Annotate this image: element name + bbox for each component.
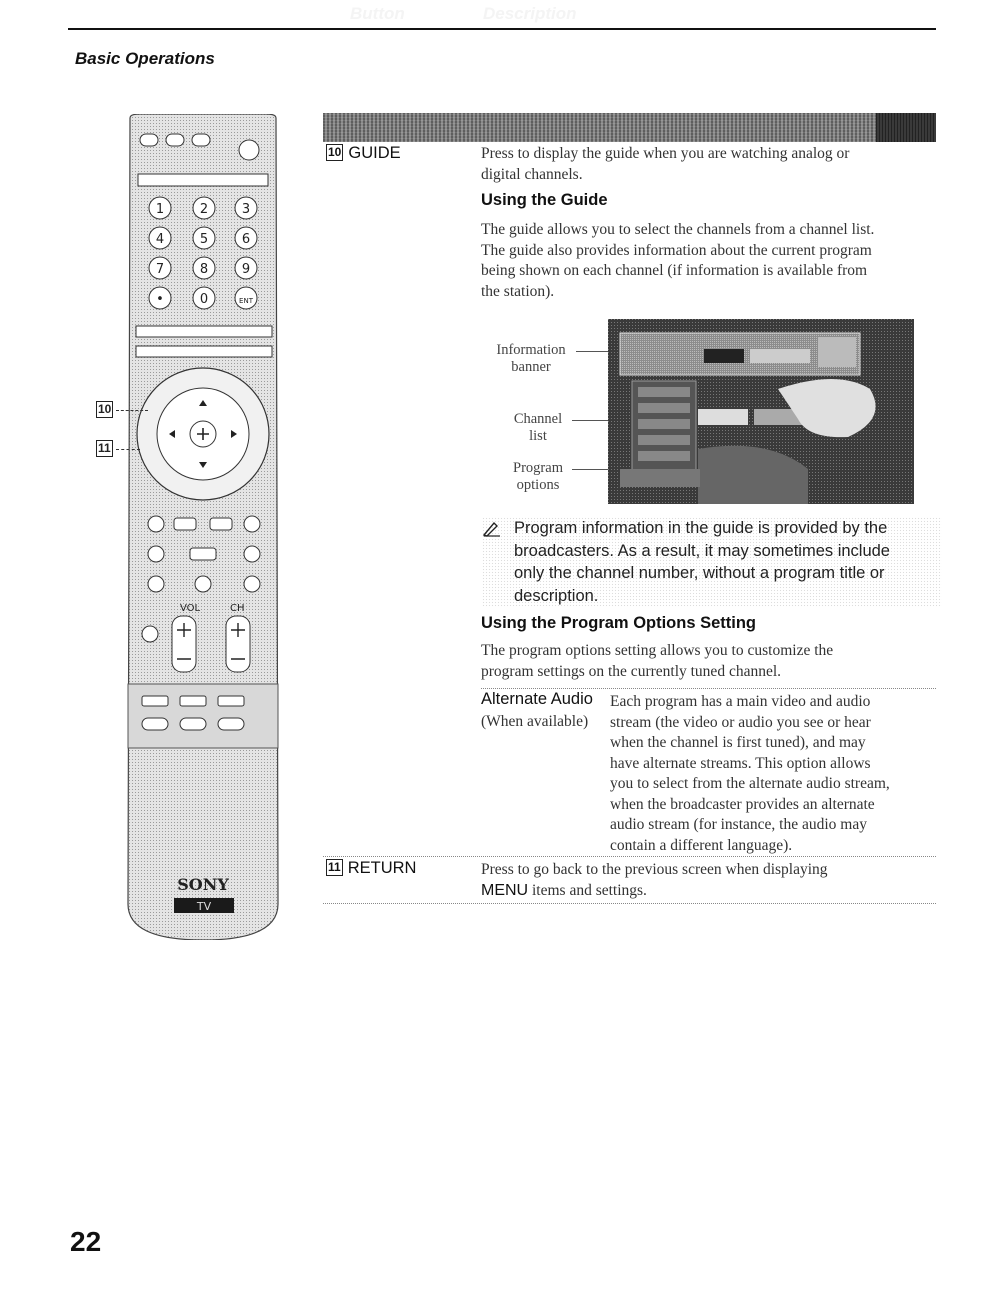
top-rule — [68, 28, 936, 30]
remote-key-1: 1 — [155, 202, 165, 217]
table-bottom-divider — [323, 903, 936, 904]
remote-key-3: 3 — [241, 202, 251, 217]
using-guide-heading: Using the Guide — [481, 191, 608, 209]
using-guide-line: The guide allows you to select the channels from a channel list. — [481, 221, 875, 238]
remote-key-dot: • — [156, 292, 164, 307]
return-description — [481, 860, 936, 901]
callout-11: 11 — [98, 441, 111, 455]
alt-audio-line: audio stream (for instance, the audio may — [610, 816, 867, 833]
remote-brand: SONY — [177, 875, 229, 894]
remote-key-0: 0 — [199, 292, 209, 307]
remote-key-8: 8 — [199, 262, 209, 277]
alternate-audio-description — [610, 692, 936, 856]
program-options-heading: Using the Program Options Setting — [481, 614, 757, 632]
return-desc-line-2: MENU items and settings. — [481, 881, 647, 899]
section-title: Basic Operations — [75, 49, 215, 68]
return-number: 11 — [328, 860, 341, 874]
header-description: Description — [483, 4, 577, 23]
remote-key-4: 4 — [155, 232, 165, 247]
alt-audio-line: you to select from the alternate audio stream, — [610, 775, 890, 792]
remote-control-illustration — [120, 114, 286, 940]
program-options-text — [481, 641, 936, 682]
alt-audio-line: when the channel is first tuned), and may — [610, 734, 866, 751]
options-divider — [481, 688, 936, 689]
remote-key-2: 2 — [199, 202, 209, 217]
remote-key-7: 7 — [155, 262, 165, 277]
remote-key-ent: ENT — [239, 297, 253, 305]
alt-audio-line: have alternate streams. This option allows — [610, 754, 871, 772]
alt-audio-line: when the broadcaster provides an alternate — [610, 795, 875, 813]
callout-10-leader — [116, 410, 148, 411]
alt-audio-line: stream (the video or audio you see or hear — [610, 713, 871, 731]
page-number: 22 — [70, 1226, 102, 1257]
diagram-label-program-options: Program options — [513, 460, 563, 493]
program-options-line: The program options setting allows you to customize the — [481, 642, 834, 659]
note-line: Program information in the guide is provided by the — [514, 519, 888, 537]
alternate-audio-availability: (When available) — [481, 713, 589, 730]
remote-key-6: 6 — [241, 232, 251, 247]
note-line: description. — [514, 586, 599, 605]
guide-button-label — [326, 144, 401, 163]
callout-10: 10 — [98, 402, 112, 416]
using-guide-line: The guide also provides information about the current program — [481, 241, 872, 259]
remote-key-9: 9 — [241, 262, 251, 277]
alternate-audio-label: Alternate Audio — [481, 690, 593, 708]
guide-desc-line: digital channels. — [481, 165, 583, 183]
diagram-label-channel-list: Channel list — [513, 411, 563, 444]
return-desc-line: Press to go back to the previous screen when displaying — [481, 861, 828, 878]
note-line: broadcasters. As a result, it may sometimes include — [514, 541, 890, 560]
menu-term: MENU — [481, 881, 529, 899]
remote-key-5: 5 — [199, 232, 209, 247]
row-divider — [323, 856, 936, 857]
guide-name: GUIDE — [348, 144, 401, 162]
remote-tv-label: TV — [196, 900, 212, 913]
table-header-end — [876, 113, 936, 142]
using-guide-line: the station). — [481, 282, 555, 300]
using-guide-line: being shown on each channel (if information is available from — [481, 262, 868, 279]
note-pencil-icon — [482, 519, 502, 537]
header-button: Button — [350, 4, 405, 23]
return-name: RETURN — [347, 859, 417, 877]
using-guide-text — [481, 220, 936, 302]
alt-audio-line: contain a different language). — [610, 836, 793, 854]
alt-audio-line: Each program has a main video and audio — [610, 693, 871, 710]
guide-screen-image — [608, 319, 914, 504]
guide-desc-line: Press to display the guide when you are watching analog or — [481, 145, 850, 162]
remote-ch-label: CH — [230, 603, 245, 614]
guide-note — [482, 517, 942, 607]
table-header — [323, 113, 936, 142]
remote-vol-label: VOL — [180, 603, 201, 614]
diagram-label-information-banner: Information banner — [496, 342, 566, 375]
guide-number: 10 — [328, 145, 342, 159]
note-line: only the channel number, without a program title or — [514, 564, 885, 582]
program-options-line: program settings on the currently tuned channel. — [481, 662, 782, 680]
guide-description — [481, 144, 936, 185]
return-button-label — [326, 859, 416, 878]
callout-11-leader — [116, 449, 140, 450]
